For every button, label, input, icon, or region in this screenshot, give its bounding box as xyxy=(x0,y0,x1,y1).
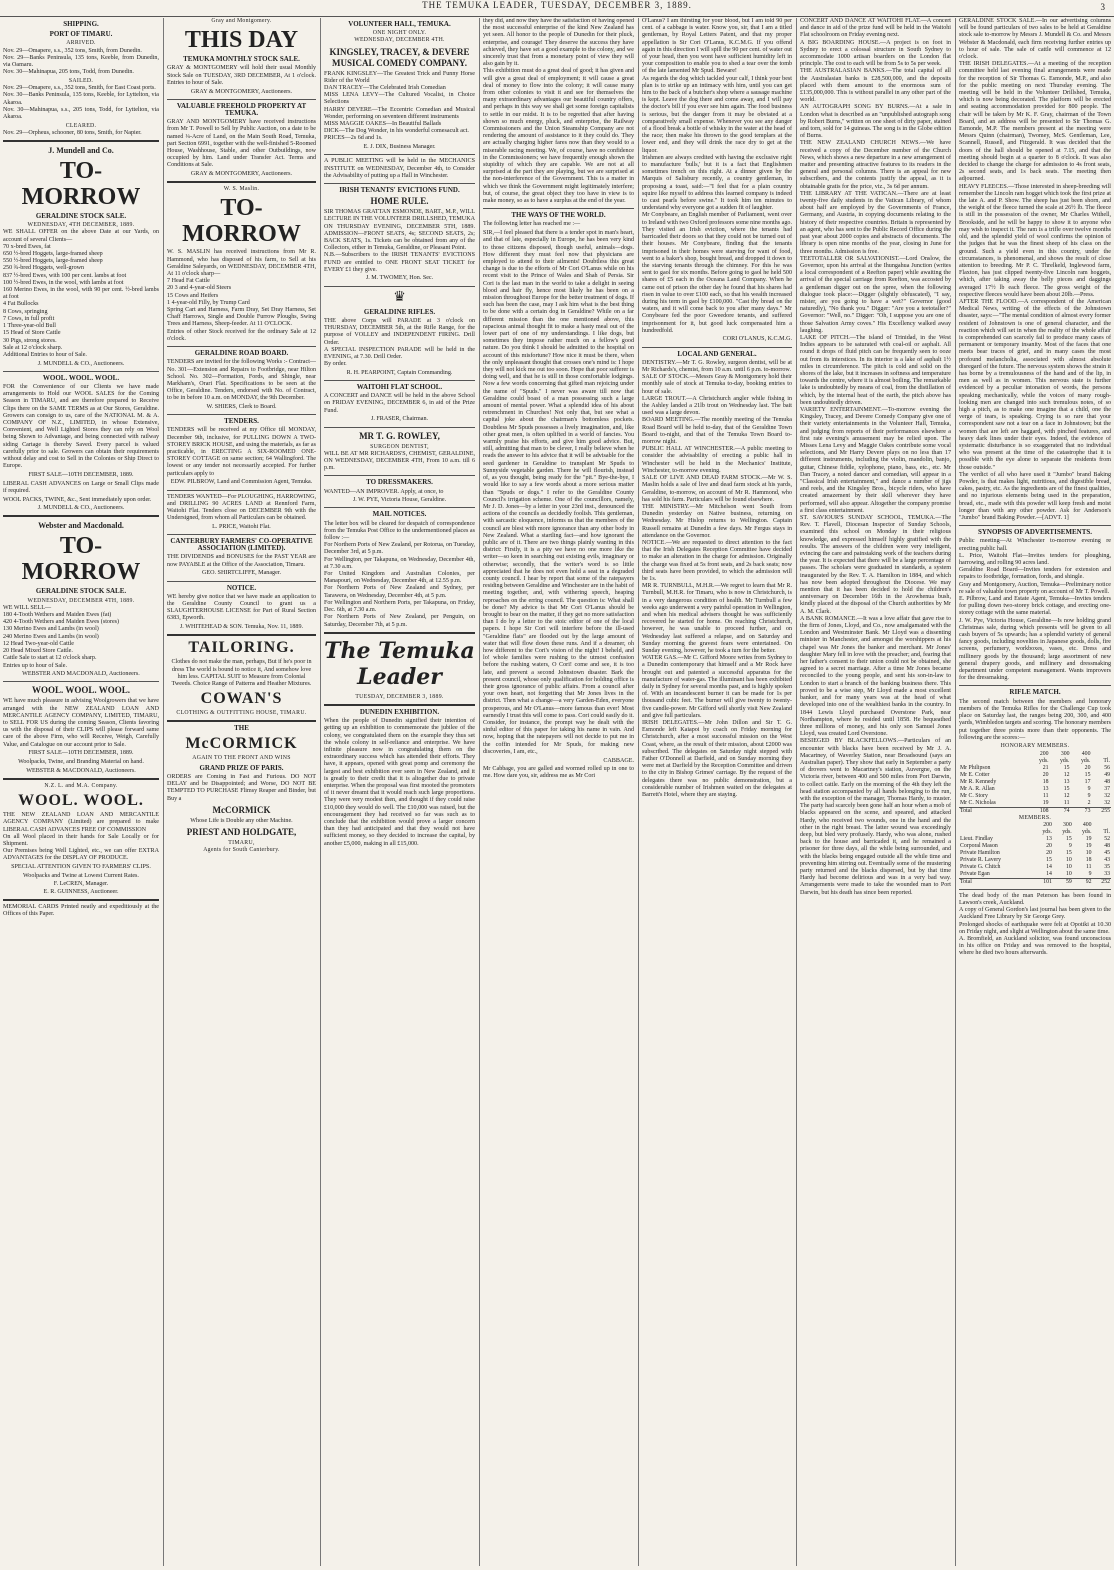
table-cell: 12 xyxy=(1063,771,1070,778)
advert-firm: Gray and Montgomery. xyxy=(211,18,272,24)
article-body: The dead body of the man Peterson has been found in Lawson's creek, Auckland. A copy of General Gordon's last journal has been given to the Auckland Free Library by Sir George Grey. Prolonged shocks of earthquake were felt at Opotiki at 10.30 on Friday night, and slight at Wellington about the same time. A. Bromfield, an Auckland solicitor, was found unconscious in his office on Friday and was removed to the hospital, where he died two hours afterwards. xyxy=(959,892,1111,957)
advert-body: GRAY AND MONTGOMERY have received instructions from Mr T. Powell to Sell by Public Auction, on a date to be named ¼-Acre of Land, on the Main South Road, Temuka, part Section 6991, together with the well-finished 5-Roomed House, Washhouse, Stable, and other Outbuildings, now occupied by him. Land under Transfer Act. Terms and Conditions at Sale. xyxy=(167,119,316,169)
table-cell: 255 xyxy=(1091,807,1111,815)
cleared-list: Nov. 29—Orpheus, schooner, 80 tons, Smith, for Napier. xyxy=(3,129,142,136)
wool-heading: WOOL. WOOL. WOOL. xyxy=(42,373,120,382)
advert-body: W. S. MASLIN has received instructions from Mr R. Hammond, who has disposed of his farm, to Sell at his Geraldine Saleyards, on WEDNESDAY, DECEMBER 4TH, At 11 o'clock sharp— 7 Head Fat Cattle 20 3 and 4-year-old Steers 15 Cows and Heifers 1 4-year-old Filly, by Trump Card Spring Cart and Harness, Farm Dray, Set Dray Harness, Set Chaff Harrows, Single and Double Furrow Ploughs, Swing Trees and Harness, Sheep-feeder. At 11 O'CLOCK. Entries of other Stock received for the ordinary Sale at 12 o'clock. xyxy=(167,249,316,342)
advert-notice: WOOL PACKS, TWINE, &c., Sent immediately upon order. xyxy=(3,496,152,503)
advert-body: WE have much pleasure in advising Woolgrowers that we have arranged with the NEW ZEALAND LOAN AND MERCANTILE AGENCY COMPANY, LIMITED, TIMARU, to SELL FOR US during the coming Season, Clients favoring us with the disposal of their CLIPS will please forward same care of the above Firm, who will Receive, Weigh, Carefully Value, and Catalogue on our account prior to Sale. xyxy=(3,698,159,748)
table-cell: 19 xyxy=(1085,842,1092,849)
table-cell: 15 xyxy=(1046,856,1052,863)
table-cell: 10 xyxy=(1085,849,1092,856)
advert-date: WEDNESDAY, DECEMBER 4TH, 1889. xyxy=(27,597,135,604)
article-body: they did, and now they have the satisfaction of having opened the most successful enterprise of the kind New Zealand has yet seen. All honor to the people of Dunedin for their pluck, enterprise, and courage! They deserve the success they have achieved, they have set a good example to the colony, and we sincerely trust that from a monetary point of view they will also gain by it. This exhibition must do a great deal of good; it has given and will give a great deal of employment; it will cause a great deal of money to flow into the colony; it will cause many from other colonies to visit it and see for themselves the many extraordinary advantages our beautiful country offers, and perhaps in this way we shall get some foreign capitalists to settle in our midst. It is to be regretted that after having shown so much energy, pluck, and enterprise, the Railway Commissioners and the Union Steamship Company are not rendering the amount of assistance to it they could do. They are actually charging higher fares now than they would to a miserable racing meeting. We, of course, have no confidence in the Commissioners; we have frequently enough shown the stupidity of which they are capable. We are not at all surprised at the part they are playing, but we are surprised at the non-interference of the Government. This is a matter in which we think the Government might legitimately interfere; but, of course, the great object they too have in view is to make money, so as to have a surplus at the end of the year. xyxy=(483,18,634,205)
advert-body: THE DIVIDENDS and BONUSES for the PAST YEAR are now PAYABLE at the Office of the Association, Timaru. xyxy=(167,554,316,568)
advert-firm: Webster and Macdonald. xyxy=(38,521,124,531)
table-cell: 10 xyxy=(1065,856,1072,863)
article-heading: DUNEDIN EXHIBITION. xyxy=(359,707,440,716)
advert-headline: TO-MORROW xyxy=(182,195,301,248)
table-cell: Private Hamilton xyxy=(960,849,1000,856)
sailed-list: Nov. 29—Omapere, s.s., 352 tons, Smith, for East Coast ports. Nov. 30—Banks Peninsula, 135 tons, Keeble, for Lyttelton, via Akaroa. Nov. 30—Mahinapua, s.s., 205 tons, Todd, for Lyttelton, via Akaroa. xyxy=(3,85,159,120)
advert-body: A PUBLIC MEETING will be held in the MECHANICS INSTITUTE on WEDNESDAY, December 4th, to Consider the Advisability of putting up a Hall in Winchester. xyxy=(324,158,475,179)
advert-heading: GERALDINE ROAD BOARD. xyxy=(194,349,289,358)
advert-heading: VOLUNTEER HALL, TEMUKA. xyxy=(348,20,451,28)
table-cell: 2 xyxy=(1087,799,1091,806)
advert-body: WE hereby give notice that we have made an application to the Geraldine County Council to grant us a SLAUGHTERHOUSE LICENSE for Part of Rural Section 6383, Epworth. xyxy=(167,593,316,622)
table-cell: 15 xyxy=(1063,785,1070,792)
table-cell: 18 xyxy=(1042,778,1049,785)
table-cell: 10 xyxy=(1065,870,1072,877)
table-row xyxy=(959,864,1111,871)
advert-body: FOR the Convenience of our Clients we have made arrangements to Hold our WOOL SALES for the Coming Season in TIMARU, and are therefore prepared to Receive Clips there on the SAME TERMS as at Our Stores, Geraldine. Growers can consign to us, care of the NATIONAL M. & A. COMPANY OF N.Z., LIMITED, in whose Extensive, Convenient, and Well Lighted Stores they can rely on Wool being Shown to Advantage, and being connected with railway siding Cartage is thereby Saved. Every parcel is valued carefully prior to sale. Growers can obtain their requirements without delay and cost to Sell in the Colonies or Ship Direct to Europe. xyxy=(3,384,159,470)
table-cell: 49 xyxy=(1104,771,1110,778)
advert-heading: GERALDINE RIFLES. xyxy=(363,307,436,316)
advert-heading: TO DRESSMAKERS. xyxy=(366,478,433,487)
advert-signature: J. W. PYE, Victoria House, Geraldine. xyxy=(352,497,447,504)
advert-signature: L. PRICE, Waitohi Flat. xyxy=(212,523,271,530)
advert-firm: PRIEST AND HOLDGATE, xyxy=(186,826,297,837)
advert-signature: R. H. PEARPOINT, Captain Commanding. xyxy=(346,369,453,376)
advert-headline: THIS DAY xyxy=(184,27,299,54)
article-heading: RIFLE MATCH. xyxy=(1009,688,1061,697)
table-row xyxy=(959,800,1111,808)
table-row xyxy=(959,850,1111,857)
table-cell: Private Egan xyxy=(960,870,990,877)
advert-signature: EDW. PILBROW, Land and Commission Agent, Temuka. xyxy=(170,479,313,486)
advert-signature: J. FRASER, Chairman. xyxy=(370,416,429,423)
advert-notice: Woolpacks and Twine at Lowest Current Rates. xyxy=(23,872,139,879)
port-heading: PORT OF TIMARU. xyxy=(49,30,113,39)
article-body: DENTISTRY.—Mr T. G. Rowley, surgeon dentist, will be at Mr Richards's, chemist, from 10 a.m. until 6 p.m. to-morrow. SALE OF STOCK.—Messrs Gray & Montgomery hold their monthly sale of stock at Temuka to-day, booking entries to hour of sale. LARGE TROUT.—A Christchurch angler while fishing in the Ashley landed a 21lb trout on Wednesday last. The bait used was a large devon. BOARD MEETING.—The monthly meeting of the Temuka Road Board will be held to-day, that of the Geraldine Town Board to-night, and that of the Temuka Town Board to-morrow night. PUBLIC HALL AT WINCHESTER.—A public meeting to consider the advisability of erecting a public hall in Winchester will be held in the Mechanics' Institute, Winchester, to-morrow evening. SALE OF LIVE AND DEAD FARM STOCK.—Mr W. S. Maslin holds a sale of live and dead farm stock at his yards, Geraldine, to-morrow, on account of Mr R. Hammond, who has sold his farm. Particulars will be found elsewhere. THE MINISTRY.—Mr Mitchelson went South from Dunedin yesterday on Native business, returning on Wednesday. Mr Hislop returns to Wellington. Captain Russell remains at Dunedin a few days. Mr Fergus stays in attendance on the Governor. NOTICE.—We are requested to direct attention to the fact that the Irish Delegates Reception Committee have decided to make an alteration in the charge for admission. Originally the charge was fixed at 5s front seats, and 2s back seats; now third seats have been provided, to which the admission will be 1s. MR R. TURNBULL, M.H.R.—We regret to learn that Mr R. Turnbull, M.H.R. for Timaru, who is now in Christchurch, is in a very dangerous condition of health. Mr Turnbull a few weeks ago underwent a very painful operation in Wellington, and when his medical advisers thought he was sufficiently recovered he started for home. On reaching Christchurch, however, he was unable to proceed further, and on Wednesday last suffered a relapse, and on Saturday and Sunday morning the gravest fears were entertained. On Sunday evening, however, he took a turn for the better. WATER GAS.—Mr C. Gifford Moore writes from Sydney to a Dunedin contemporary that himself and a Mr Rock have brought out and patented a successful apparatus for the manufacture of water-gas. The illuminant has been exhibited daily in Sydney for several months past, and is highly spoken of. With an incandescent burner it can be made for 1s per thousand cubic feet. The burner will give twenty to twenty-five candle-power. Mr Gifford will shortly visit New Zealand and give full particulars. IRISH DELEGATES.—Mr John Dillon and Sir T. G. Esmonde left Kaiapoi by coach on Friday morning for Christchurch, after a most successful mission on the West Coast, where, as the result of their mission, about £2000 was subscribed. The delegates on Saturday night stepped with Father O'Donnell at Darfield, and on Sunday morning they were met at Darfield by the Reception Committee and driven to the city in Bishop Grimes' carriage. By the request of the delegates there was no public demonstration, but a considerable number of Irishmen waited on the delegates at Barrett's Hotel, where they are staying. xyxy=(642,359,792,799)
advert-body: TENDERS are invited for the following Works :- Contract— No. 301—Extension and Repairs to Footbridge, near Hilton School. No. 302—Formation, Fords, and Shingle, near Markham's, Orari Flat. Specifications to be seen at the Office, Geraldine. Tenders, endorsed with No. of Contract, to be in before 10 a.m. on MONDAY, the 9th December. xyxy=(167,359,316,402)
advert-body: SIR THOMAS GRATTAN ESMONDE, BART., M.P., WILL LECTURE IN THE VOLUNTEER DRILLSHED, TEMUKA ON THURSDAY EVENING, DECEMBER 5TH, 1889. ADMISSION—FRONT SEATS, 4s; SECOND SEATS, 2s; BACK SEATS, 1s. Tickets can be obtained from any of the Collectors, either in Temuka, Geraldine, or Pleasant Point. N.B.—Subscribers to the IRISH TENANTS' EVICTIONS FUND are entitled to ONE FRONT SEAT TICKET for EVERY £1 they give. xyxy=(324,209,475,273)
advert-subheading: TEMUKA MONTHLY STOCK SALE. xyxy=(183,55,300,64)
advert-signature: GRAY & MONTGOMERY, Auctioneers. xyxy=(190,171,293,178)
rifle-scores-table xyxy=(959,751,1111,815)
advert-subheading: GERALDINE STOCK SALE. xyxy=(35,587,127,596)
table-cell: 15 xyxy=(1063,764,1070,771)
article-body: CONCERT AND DANCE AT WAITOHI FLAT.—A concert and dance in aid of the prize fund will be held in the Waitohi Flat schoolroom on Friday evening next. A BIG BOARDING HOUSE.—A project is on foot in Sydney to erect a colossal structure in South Sydney to accommodate 1000 artisan boarders on the London flat principle. The cost to each will be from 5s to 5s per week. THE AUSTRALASIAN BANKS.—The total capital of all the Australasian banks is £28,500,000, and the deposits placed with them amount to the enormous sum of £135,000,000. This is without parallel in any other part of the world. AN AUTOGRAPH SONG BY BURNS.—At a sale in London what is described as an "unpublished autograph song by Robert Burns," written on one sheet of dirty paper, stained and torn, sold for 14 guineas. The song is in the Globe edition of Burns. THE NEW ZEALAND CHURCH NEWS.—We have received a copy of the December number of the Church News, which shows a new departure in a new arrangement of matter and presenting attractive features to its readers in the general and personal columns. There is an appeal for new subscribers, and the contents justify the appeal, as it is obtainable gratis for the price, viz., 3s 6d per annum. THE LIBRARY AT THE VATICAN.—There are at least twenty-five daily students in the Vatican Library, of whom about half are employed by the Governments of France, Germany, and Austria, in copying documents relating to the history of their respective countries. Britain is represented by an agent, who has sent to the Public Record Office during the past year about 2000 copies and abstracts of documents. The library is open nine months of the year, closing in June for three months. Admission is free. TEETOTALLER OR SALVATIONIST.—Lord Onslow, the Governor, upon his arrival at the Ihungahua Junction (writes a local correspondent of a Reefton paper) while awaiting the arrival of the special carriage from Reefton, was accosted by a gentleman digger out on the spree, when the following dialogue took place:—Digger (slightly obfuscated), "I say, mister, are you going to have a wet?" Governor (good naturedly), "No thank you." Digger: "Are you a teetotaller?" Governor: "Well, no." Digger: "Oh, I suppose you are one of those Salvation Army coves." His Excellency walked away laughing. LAKE OF PITCH.—The island of Trinidad, in the West Indies appears to be saturated with coal-oil or asphalt. All round it drops of fluid pitch can be frequently seen to ooze out from its interstices. In its interior is a lake of asphalt 1½ miles in circumference. The pitch is cold and solid on the shores of the lake, but it increases in softness and temperature towards the centre, where it is almost boiling. The remarkable lake is undoubtedly by means of coal, from the distillation of which, by the internal heat of the earth, the pitch above has been undoubtedly driven. VARIETY ENTERTAINMENT.—To-morrow evening the Kingsley, Tracey, and Devere Comedy Company give one of their variety entertainments in the Volunteer Hall, Temuka, and judging from reports of their performances elsewhere a first rate evening's amusement may be relied upon. The Misses Lena Levy and Maggie Oakes contribute some vocal selections, and Mr Harry Devere plays on no less than 17 different instruments, including the violin, mandolin, banjo, guitar, Chinese fiddle, xylophone, piano, bass, etc., etc. Mr Dan Tracey, a noted dancer and comedian, will appear in a "Classical Irish entertainment," and dance a number of jigs and reels, and the Kingsley Bros., bicycle riders, who have created amazement by their skill wherever they have performed, will also appear. Altogether the company promise a first class entertainment. ST. SAVIOUR'S SUNDAY SCHOOL, TEMUKA.—The Rev. T. Flavell, Diocesan Inspector of Sunday Schools, examined this school on Monday in their religious knowledge, and expressed himself highly gratified with the results. The answers of the children were very intelligent, evincing the care and painstaking work of the teachers during the year. It is expected that there will be a large percentage of passes. The scholars were graduated in standards, a system inaugurated by the Rev. T. A. Hamilton in 1884, and which has now been adopted throughout the Diocese. We may mention that it has been decided to hold the children's anniversary on December 16th in the Arowhenua bush, kindly placed at the disposal of the Church authorities by Mr A. M. Clark. A BANK ROMANCE.—It was a love affair that gave rise to the firm of Jones, Lloyd, and Co., now amalgamated with the London and Westminster Bank. Mr Lloyd was a dissenting minister in Manchester, and amongst the worshippers at his chapel was Mr Jones the banker and merchant. Mr Jones' daughter Mary fell in love with the preacher; and, fearing that her father's consent to their union could not be obtained, she agreed to a secret marriage. After a time Mr Jones became reconciled to the young people, and sent his son-in-law to London to start a branch of the banking business there. This proved to be a wise step, Mr Lloyd made a most excellent banker, and for many years was at the head of what developed into one of the wealthiest banks in the country. In 1844 Lewis Lloyd purchased Overstone Park, near Northampton, where he resided until 1858. He bequeathed three millions of money, and his only son Samuel Jones Lloyd, was created Lord Overstone. BESIEGED BY BLACKFELLOWS.—Particulars of an encounter with blacks have been received by Mr J. A. Macartney, of Waverley Station, near Broadsound (says an Australian paper). They show that early in September a party of drovers went to Macartney's station, Auvergne, on the Victoria river, between 400 and 500 miles from Port Darwin, to collect cattle. Early on the morning of the 4th they left the head station accompanied by all hands belonging to the run, with the exception of the manager, Thomas Hardy, to muster. The party had scarcely been gone half an hour when a mob of blacks appeared on the scene, and speared, and attacked Hardy, who received two wounds, one in the hand and the other in the right breast. The latter wound was exceedingly deep, but bled very profusely. Hardy, who was alone, rushed back to the house and barricaded it, and he remained a prisoner for three days, all the while being surrounded, and with the blacks being engaged outside all the while time and preventing him stirring out. Eventually some of the mustering party returned and the blacks dispersed, but by that time Hardy had become delirious and was in a very bad way. Arrangements were made to take the wounded man to Port Darwin, but his death has since been reported. xyxy=(800,18,951,896)
column-header: 300 xyxy=(1060,750,1070,757)
table-cell: 17 xyxy=(1084,778,1091,785)
column-unit: Tl. xyxy=(1103,828,1110,835)
table-cell: 43 xyxy=(1104,856,1110,863)
table-cell: 15 xyxy=(1065,835,1072,842)
column-unit: yds. xyxy=(1080,757,1091,764)
table-cell: 33 xyxy=(1104,870,1110,877)
table-cell: 9 xyxy=(1088,870,1092,877)
article-body: When the people of Dunedin signified their intention of getting up an exhibition to commemorate the jubilee of the colony, we congratulated them on the example they thus set the whole colony in self-reliance and enterprise. We have infinite pleasure now in congratulating them on the extraordinary success which has attended their efforts. They have, it appears, opened with great pomp and ceremony the largest and best exhibition ever seen in New Zealand, and it is greatly to their credit that it is altogether due to private enterprise. When the proposal was first mooted the promoters of it never dreamt that it would reach such large proportions. They were very modest then, and thought if they could raise £10,000 they would do well. The £10,000 was raised, but the encouragement they had received so far was such as to conclude that the exhibition would prove a larger concern than they had anticipated and that they would not have sufficient money, so they decided to increase the capital, by another £5,000, making in all £15,000. xyxy=(324,718,475,847)
advert-headline: McCORMICK xyxy=(212,804,271,815)
table-cell: Lieut. Findlay xyxy=(960,835,993,842)
advert-date: WEDNESDAY, DECEMBER 4TH. xyxy=(354,37,445,44)
advert-body: FRANK KINGSLEY—The Greatest Trick and Funny Horse Rider of the World DAN TRACEY—The Celebrated Irish Comedian MISS LENA LEVY—The Cultured Vocalist, in Choice Selections HARRY DEVERE—The Eccentric Comedian and Musical Wonder, performing on seventeen different instruments MISS MAGGIE OAKES—In Beautiful Ballads DICK—The Dog Wonder, in his wonderful comesacult act. PRICES—2s 6d and 1s. xyxy=(324,70,475,142)
advert-signature: GRAY & MONTGOMERY, Auctioneers. xyxy=(190,88,293,95)
advert-notice: FIRST SALE—10TH DECEMBER, 1889. xyxy=(28,750,134,757)
advert-heading: CANTERBURY FARMERS' CO-OPERATIVE ASSOCIATION (LIMITED). xyxy=(170,537,313,553)
table-cell: 101 xyxy=(1033,878,1053,886)
sailed-heading: SAILED. xyxy=(68,77,94,84)
table-section-heading: MEMBERS. xyxy=(1018,814,1052,821)
column-1 xyxy=(3,18,159,1566)
cleared-heading: CLEARED. xyxy=(65,122,97,129)
advert-body: WE WILL SELL— 180 4-Tooth Wethers and Maiden Ewes (fat) 420 4-Tooth Wethers and Maiden Ewes (stores) 130 Merino Ewes and Lambs (in wool) 240 Merino Ewes and Lambs (in wool) 12 Head Two-year-old Cattle 20 Head Mixed Store Cattle. Cattle Sale to start at 12 o'clock sharp. Entries up to hour of Sale. xyxy=(3,604,120,669)
table-cell: 37 xyxy=(1104,785,1110,792)
advert-kicker: THE xyxy=(234,724,249,733)
column-header xyxy=(1091,751,1111,758)
advert-notice: FIRST SALE—10TH DECEMBER, 1889. xyxy=(28,471,134,478)
advert-signature: E. J. DIX, Business Manager. xyxy=(363,144,436,151)
table-cell: 18 xyxy=(1085,856,1092,863)
table-cell: Private R. Lavery xyxy=(960,856,1002,863)
advert-heading: TENDERS. xyxy=(224,417,259,426)
table-cell: 73 xyxy=(1071,807,1092,815)
advert-firm: COWAN'S xyxy=(200,690,283,708)
advert-signature: WEBSTER AND MACDONALD, Auctioneers. xyxy=(22,671,140,678)
advert-firm: N.Z. L. and M.A. Company. xyxy=(44,782,118,789)
advert-firm: W. S. Maslin. xyxy=(223,186,260,193)
table-cell: 59 xyxy=(1053,878,1073,886)
article-body: Public meeting—At Winchester to-morrow evening re erecting public hall. L. Price, Waitohi Flat—Invites tenders for ploughing, harrowing, and rolling 90 acres land. Geraldine Road Board—Invites tenders for extension and repairs to footbridge, formation, fords, and shingle. Gray and Montgomery, Auction, Temuka—Preliminary notice re sale of valuable town property on account of Mr T. Powell. E. Pilbrow, Land and Estate Agent, Temuka—Invites tenders for pulling down two-storey brick cottage, and erecting one-storey cottage with the same material. J. W. Pye, Victoria House, Geraldine—Is now holding grand Christmas sale, during which presents will be given to all cash buyers of 5s upwards; has a splendid variety of general fancy goods, including novelties in Japanese goods, dolls, fire screens, perfumery, workboxes, vases, etc. Dress and millinery goods by the thousand; large assortment of new general drapery goods, and millinery and dressmaking department under competent management. Wants improvers for the dressmaking. xyxy=(959,538,1111,682)
column-header: 300 xyxy=(1063,821,1072,828)
advert-headline: WOOL. WOOL. xyxy=(18,792,144,810)
advert-subheading: GERALDINE STOCK SALE. xyxy=(35,212,127,221)
column-rule xyxy=(479,18,480,1566)
column-5 xyxy=(642,18,792,1566)
table-cell: 20 xyxy=(1084,764,1091,771)
article-body: SIR,—I feel pleased that there is a tender spot in man's heart, and that of late, especially in Europe, he has been very kind to those citizens disposed, though useful, animals—dogs. How different they must feel now that physicians are employed to attend to their ailments! Doubtless this great change is due to the efforts of Mr Cori O'Lanus while on his recent visit to the Prince of Wales and Shah of Persia. Sir Cori is the last man in the world to take a delight in seeing blood and hair fly, hence most likely he has been on a mission throughout Europe for the better treatment of dogs. If such has been the case, may I ask him what is the best thing to be done with a certain dog in Geraldine? While on a far different mission than the one mentioned above, this rapacious animal thought fit to make a hasty meal out of the lower part of one of my understandings. I like dogs, but sometimes they impose rather much on a fellow's good nature. Do you think I should be admitted to the hospital on account of this misfortune? How nice it must be there, when the only unpleasant thought that crosses one's mind is: I hope they will not kick me out too soon. Hope that poor sufferer is doing well, and that he is still in those comfortable lodgings. Now a few words concerning that gifted man rejoicing under the name of "Spuds." I never was aware till now that Geraldine could boast of a man possessing such a large amount of mental power. What a splendid idea of his about retrenchment in Churches! Not only that, but see what a capital joke about the chairman's bottomless pockets. Doubtless Mr Spuds possesses a lively imagination, and, like other great men, is often uplifted in a world of fancies. You warmly praise his efforts, and give him good advice. But, still, admitting that man to be clever, I really believe when he reads the answer to his advice that it will be advisable for the seed gardener in Geraldine to transplant Mr Spuds to Sunnyside vegetable garden. There he will flourish, instead of, as you thought, being ready for the "pit." Bye-the-bye, I would like to say a few words about a more serious matter than "Spuds or dogs." I refer to the Geraldine County Council's irrigation scheme. One of the councillors, namely, Mr J. D. Jones—by a letter in your 23rd inst., denounced the actions of the councils as decidedly foolish. This gentleman, with sarcastic eloquence, informs us that the members of the council are blest with more ignorance than any other body in New Zealand. What a startling fact—and how ignorant the public are of it. There are two things plainly wanting in this district: Firstly, it is a pity we have no one more like the writer—so keen in searching out existing evils, imaginary or otherwise; secondly, that the writer's word is so little appreciated that he does not even hold a seat in a degraded county council. I hear by report that some of the ratepayers residing between Geraldine and Winchester are in the habit of meeting together, and, with withering speech, heaping reproaches on the erring council. The question is: What shall be done? My advice is that Mr Cori O'Lanus should be brought to bear on the matter, if they get no more satisfaction than I do by a letter to the stoic editor of one of the local papers. I hope Sir Cori will interfere before the ill-used "Geraldine flats" are flooded out by the large amount of water that will flow down these runs. And if a dreamer, oh how different to the Cori's vision of the night! I beheld, and lo! whole families were rushing to the utmost confusion before the rushing waters, O Cori! come and see, it is too late, and prevent a second Johnstown disaster. Bark the present council, whose only qualification for holding office is their gross ignorance of public affairs. From a council after your own heart, not forgetting that Mr Jones lives in the district. Then what a change—a very Garden-Eden, everyone prosperous, and Mr O'Lanus—more famous than ever! Most earnestly I trust this will come to pass. Cori could easily do it. Consider, for instance, the prompt way he dealt with the sinful editor of this paper for taking his name in vain. And now, hoping that the ratepayers will not decide to put me in the coffin intended for Mr Spuds, for making new discoveries, I am, etc., xyxy=(483,230,634,755)
arrived-list: Nov. 29—Omapere, s.s., 352 tons, Smith, from Dunedin. Nov. 29—Banks Peninsula, 135 tons, Keeble, from Dunedin, via Oamaru. Nov. 30—Mahinapua, 205 tons, Todd, from Dunedin. xyxy=(3,47,159,76)
column-3 xyxy=(324,18,475,1566)
advert-heading: IRISH TENANTS' EVICTIONS FUND. xyxy=(339,185,460,194)
table-cell: 19 xyxy=(1085,835,1092,842)
advert-signature: F. LeCREN, Manager. E. R. GUINNESS, Auctioneer. xyxy=(43,881,119,895)
table-cell: Mr A. R. Allan xyxy=(960,785,995,792)
table-cell: 15 xyxy=(1065,849,1072,856)
rifle-scores-table xyxy=(959,822,1111,886)
advert-subheading: CLOTHING & OUTFITTING HOUSE, TIMARU. xyxy=(176,710,307,717)
column-unit: yds. xyxy=(1062,828,1072,835)
advert-signature: J. MUNDELL & CO., Auctioneers. xyxy=(37,505,125,512)
table-row xyxy=(959,772,1111,779)
masthead-title: THE TEMUKA LEADER, TUESDAY, DECEMBER 3, 1889. xyxy=(422,0,692,10)
article-body: The second match between the members and honorary members of the Temuka Rifles for the Challenge Cup took place on Saturday last, the ranges being 200, 300, and 400 yards, Wimbledon targets and scoring. The honorary members put together three points more than their opponents. The following are the scores:— xyxy=(959,698,1111,741)
advert-notice: Whose Life is Double any other Machine. xyxy=(190,817,293,824)
column-rule xyxy=(163,18,164,1566)
table-cell: Mr R. Kennedy xyxy=(960,778,997,785)
advert-body: GRAY & MONTGOMERY will hold their usual Monthly Stock Sale on TUESDAY, 3RD DECEMBER, At 1 o'clock. Entries to hour of Sale. xyxy=(167,65,316,86)
table-row xyxy=(959,871,1111,879)
table-cell: 9 xyxy=(1087,792,1091,799)
table-cell: 14 xyxy=(1046,863,1052,870)
advert-subheading: ONE NIGHT ONLY. xyxy=(372,30,427,37)
advert-body: WILL BE AT MR RICHARDS'S, CHEMIST, GERALDINE, ON WEDNESDAY, DECEMBER 4TH, From 10 a.m. till 6 p.m. xyxy=(324,450,475,472)
table-cell: Mr Philipson xyxy=(960,764,991,771)
table-cell: 20 xyxy=(1046,849,1052,856)
advert-subheading: AGAIN TO THE FRONT AND WINS xyxy=(192,754,291,761)
table-section-heading: HONORARY MEMBERS. xyxy=(1000,743,1070,750)
table-row xyxy=(959,857,1111,864)
table-cell: Total xyxy=(959,807,1029,815)
article-body: O'Lanus? I am thirsting for your blood, but I am told 90 per cent. of a cabbage is water. Know you, sir, that I am a titled gentleman, by Royal Letters Patent, and that my proper appellation is Sir Cori O'Lanus, K.C.M.G. If you offend again in this direction I will spill the 90 per cent. of water out of your head, then you wont have sufficient humidity left in your composition to enable you to shed a tear over the tomb of the late lamented Mr Spud. Beware! As regards the dog which tackled your calf, I think your best plan is to strike up an intimacy with him, until you can get him to the back of a butcher's shop where a sausage machine is kept. Leave the dog there and come away, and I will pay the doctor's bill if you ever see him again. The food business is serious, but the danger from it may be obviated at a comparatively small expense. Whenever you see any danger of a flood break a bottle of whisky in the water at the head of the race; then make his thrown to the good templars at the lower end, and they will drink the race dry to get at the liquor. Irishmen are always credited with having the exclusive right to manufacture 'bulls,' but it is a fact that Englishmen sometimes trench on this right. At a dinner given by the Marquis of Salisbury recently, a country gentleman, in proposing a toast, said:—"I feel that for a plain country squire like myself to address this learned company is indeed to cast pearls before swine." It took him ten minutes to understand why everyone got a sudden fit of laughter. Mr Conybeare, an English member of Parliament, went over to Ireland with two Oxford professors some nine months ago. They visited an Irish eviction, where the tenants had barricaded their doors so that they could not be turned out of their houses. Mr Conybeare, finding that the tenants imprisoned in their homes were starving for want of food, went to a baker's shop, bought bread, and dropped it down to the starving tenants through the chimney. For this he was sent to gaol for six months. Before going to gaol he held 500 shares of £5 each in the Oceana Land Company. When he came out of prison the other day he found that his shares had risen in value to over £100 each, so that his wealth increased during his term in gaol by £100,000. "Cast thy bread on the waters, and it will come back to you after many days." Mr Conybeare fed the poor Gweedore tenants, and suffered imprisonment for it, but good luck compensated him a hundredfold. xyxy=(642,18,792,334)
advert-town: TIMARU, xyxy=(228,839,255,846)
column-unit: yds. xyxy=(1082,828,1092,835)
advert-firm: J. Mundell and Co. xyxy=(48,146,114,156)
advert-body: MEMORIAL CARDS Printed neatly and expeditiously at the Offices of this Paper. xyxy=(3,903,159,918)
table-cell: 32 xyxy=(1104,799,1110,806)
article-intro: The following letter has reached me :— xyxy=(483,221,581,228)
masthead xyxy=(0,0,1114,17)
advert-date: WEDNESDAY, 4TH DECEMBER, 1889. xyxy=(27,222,135,229)
table-cell: 13 xyxy=(1046,835,1052,842)
advert-body: TENDERS will be received at my Office till MONDAY, December 9th, inclusive, for PULLING DOWN A TWO-STOREY BRICK HOUSE, and using the materials, as far as practicable, in ERECTING A SIX-ROOMED ONE-STOREY COTTAGE on same section; 64 Wallingford. The lowest or any tender not necessarily accepted. For further particulars apply to xyxy=(167,427,316,477)
mail-heading: MAIL NOTICES. xyxy=(372,510,427,519)
table-cell: 10 xyxy=(1065,863,1072,870)
column-header: 200 xyxy=(1043,821,1052,828)
advert-headline: KINGSLEY, TRACEY, & DEVERE MUSICAL COMEDY COMPANY. xyxy=(329,46,470,68)
table-cell: Total xyxy=(959,878,1033,886)
table-cell: 11 xyxy=(1085,863,1092,870)
advert-body: ORDERS are Coming in Fast and Furious. DO NOT DELAY and be Disappointed; and Worse, DO NOT BE TEMPTED TO PURCHASE Flimsy Reaper and Binder, but Buy a xyxy=(167,773,316,802)
paper-date: TUESDAY, DECEMBER 3, 1889. xyxy=(355,693,444,700)
page-number: 3 xyxy=(1100,2,1106,12)
paper-title: The Temuka Leader xyxy=(324,637,475,690)
column-rule xyxy=(796,18,797,1566)
table-row xyxy=(959,836,1111,843)
advert-body: A CONCERT and DANCE will be held in the above School on FRIDAY EVENING, DECEMBER 6, in aid of the Prize Fund. xyxy=(324,393,475,414)
column-header: 200 xyxy=(1039,750,1049,757)
table-cell: 13 xyxy=(1063,778,1070,785)
advert-headline: TO-MORROW xyxy=(21,533,141,586)
advert-headline: TO-MORROW xyxy=(21,158,141,211)
advert-headline: TAILORING. xyxy=(188,639,295,657)
advert-signature: J. WHITEHEAD & SON. Temuka, Nov. 11, 1889. xyxy=(179,624,304,631)
table-cell: 19 xyxy=(1042,799,1049,806)
arrived-heading: ARRIVED. xyxy=(66,40,96,47)
table-cell: 108 xyxy=(1029,807,1050,815)
article-signature: CABBAGE. xyxy=(603,757,634,764)
advert-notice: LIBERAL CASH ADVANCES on Large or Small Clips made if required. xyxy=(3,480,159,494)
table-cell: 9 xyxy=(1068,842,1072,849)
table-cell: 9 xyxy=(1087,785,1091,792)
column-header: 400 xyxy=(1081,750,1091,757)
crown-emblem-icon: ♛ xyxy=(393,289,406,305)
table-cell: 252 xyxy=(1093,878,1111,886)
advert-signature: WEBSTER & MACDONALD, Auctioneers. xyxy=(26,767,136,774)
table-header-row xyxy=(959,829,1111,836)
table-cell: Mr C. Nicholas xyxy=(960,799,996,806)
column-unit: yds. xyxy=(1042,828,1052,835)
column-unit: yds. xyxy=(1039,757,1049,764)
advert-headline: HOME RULE. xyxy=(370,196,429,207)
table-cell: 35 xyxy=(1104,863,1110,870)
table-cell: 13 xyxy=(1042,785,1049,792)
table-cell: 21 xyxy=(1042,764,1049,771)
table-cell: 11 xyxy=(1063,799,1070,806)
table-row xyxy=(959,786,1111,793)
table-cell: 45 xyxy=(1104,849,1110,856)
advert-signature: J. M. TWOMEY, Hon. Sec. xyxy=(365,275,434,282)
article-body: GERALDINE STOCK SALE.—In our advertising columns will be found particulars of two sales to be held at Geraldine stock sale to-morrow by Messrs J. Mundell & Co. and Messrs Webster & Macdonald, each firm receiving further entries up to hour of sale. The sale of cattle will commence at 12 o'clock. THE IRISH DELEGATES.—At a meeting of the reception committee held last evening final arrangements were made for the reception of Sir Thomas G. Esmonde, M.P., and also for the public meeting on next Thursday evening. The meeting will be held in the Volunteer Drillshed, Temuka, which is now being decorated. The platform will be erected and seating accommodation provided for 800 people. The chair will be taken by Mr K. F. Gray, chairman of the Town Board, and an address will be presented to Sir Thomas G. Esmonde, M.P. The members present at the meeting were Messrs Quinn (chairman), Twomey, McS. Gentleman, Lee, Scannell, Russell, and Fitzgerald. It was decided that the doors of the hall should be opened at 7.15, and that the meeting should begin at a quarter to 8 o'clock. It was also decided to change the charge for admission to 4s front seats, 2s second seats, and 1s back seats. The meeting then adjourned. HEAVY FLEECES.—Those interested in sheep-breeding will remember the Lincoln ram hogget which took the first prize at the late A. and P. Show. The sheep has just been shorn, and the weight of the fleece turned the scale at 26½ lb. The fleece is still in the possession of the owner, Mr Charles Withell, Brookside, and he will be happy to show it to anyone who may wish to inspect it. The ram is a trifle over twelve months old, and the splendid yield of wool confirms the opinion of the judges that he was the finest sheep of his class on the ground. Such a yield even in this country, under the circumstances, is phenomenal, and shows the result of close attention to breeding. Mr P. C. Threlkeld, Inglewood farm, Flaxton, has just clipped twenty-five Lincoln ram hoggets, which, after taking away the belly pieces and daggings averaged 17½ lb each fleece. The gross weight of the respective fleeces would have been about 20lb.—Press. AFTER THE FLOOD.—A correspondent of the American Medical News, writing of the effects of the Johnstown disaster, says:—"The mental condition of almost every former resident of Johnstown is one of general character, and the reaction which will set in when the reality of the whole affair is comprehended can scarcely fail to produce many cases of permanent or temporary insanity. Most of the faces that one meets bear traces of grief, and in many cases the most profound melancholia, associated with almost absolute disregard of the future. The nervous system shows the strain it has borne by a tremulousness of the hand and of the lip, in men as well as in women. This nervous state is further evidenced by a peculiar intonation of words, the persons speaking mechanically, while the voices of many rough-looking men are changed into such tremulous notes, of so high a pitch, as to make one imagine that a child, one the verge of tears, is speaking. Crying is so rare that your correspondent saw not a tear on a face in Johnstown; but the women that are left are haggard, with pinched features, and heavy dark lines under their eyes. Indeed, the evidence of systematic disturbance is so exaggerated that no individual who was present at the time of the catastrophe that it is possible with the eye alone to separate the residents from those outside." The verdict of all who have used it "Jumbo" brand Baking Powder, is that makes light, nutritious, and digestible bread, cakes, pastry, etc. As the ingredients are of the finest qualities, and no injurious elements being used in the preparation, bread, etc., made with this powder will keep fresh and moist longer than with any other powder. Ask for Anderson's "Jumbo" brand Baking Powder.—[ADVT. 1] xyxy=(959,18,1111,522)
table-cell: 52 xyxy=(1104,835,1110,842)
table-header-row xyxy=(959,758,1111,765)
column-header: 400 xyxy=(1082,821,1092,828)
table-cell: Mr C. Story xyxy=(960,792,988,799)
advert-signature: GEO. SHIRTCLIFFE, Manager. xyxy=(201,570,282,577)
table-cell: 20 xyxy=(1042,771,1049,778)
advert-heading: WAITOHI FLAT SCHOOL. xyxy=(356,383,443,392)
column-unit: yds. xyxy=(1060,757,1070,764)
advert-notice: Woolpacks, Twine, and Branding Material on hand. xyxy=(18,759,144,766)
table-cell: 20 xyxy=(1046,842,1052,849)
column-rule xyxy=(320,18,321,1566)
mail-notices: The letter box will be cleared for despatch of correspondence from the Temuka Post Office to the undermentioned places as follow :— For Northern Ports of New Zealand, per Rotorua, on Tuesday, December 3rd, at 5 p.m. For Wellington, per Takapuna, on Wednesday, December 4th, at 7.30 a.m. For United Kingdom and Australian Colonies, per Manapouri, on Wednesday, December 4th, at 12.55 p.m. For Northern Ports of New Zealand and Sydney, per Tarawera, on Wednesday, December 4th, at 5 p.m. For Wellington and Northern Ports, per Takapuna, on Friday, Dec. 6th, at 7.30 a.m. For Northern Ports of New Zealand, per Penguin, on Saturday, December 7th, at 5 p.m. xyxy=(324,520,475,628)
advert-subheading: SURGEON DENTIST, xyxy=(370,443,429,450)
advert-body: WE SHALL OFFER on the above Date at our Yards, on account of several Clients— 70 x-bred Ewes, fat 650 ½-bred Hoggets, large-framed sheep 550 ½-bred Hoggets, large-framed sheep 250 ¾-bred Hoggets, well-grown 837 ½-bred Ewes, with 100 per cent. lambs at foot 100 ½-bred Ewes, in the wool, with lambs at foot 160 Merino Ewes, in the wool, with 90 per cent. ½-bred lambs at foot 4 Fat Bullocks 8 Cows, springing 7 Cows, in full profit 1 Three-year-old Bull 15 Head of Store Cattle 30 Pigs, strong stores. Sale at 12 o'clock sharp. Additional Entries to hour of Sale. xyxy=(3,229,159,358)
table-cell: 12 xyxy=(1063,792,1070,799)
table-header-row xyxy=(959,822,1111,829)
advert-body: THE above Corps will PARADE at 3 o'clock on THURSDAY, DECEMBER 5th, at the Rifle Range, for the purpose of VOLLEY and INDEPENDENT FIRING. Drill Order. A SPECIAL INSPECTION PARADE will be held in the EVENING, at 7.30. Drill Order. By order. xyxy=(324,317,475,368)
table-row xyxy=(959,843,1111,850)
advert-headline: McCORMICK xyxy=(185,734,298,752)
table-row xyxy=(959,765,1111,772)
article-heading: THE WAYS OF THE WORLD. xyxy=(511,211,606,220)
table-cell: 48 xyxy=(1104,778,1110,785)
advert-signature: J. MUNDELL & CO., Auctioneers. xyxy=(37,360,125,367)
shipping-heading: SHIPPING. xyxy=(63,20,99,28)
article-signature: CORI O'LANUS, K.C.M.G. xyxy=(722,336,792,343)
table-cell: 56 xyxy=(1104,764,1110,771)
table-cell: 74 xyxy=(1050,807,1071,815)
column-unit: Tl. xyxy=(1103,757,1110,764)
table-total-row xyxy=(959,807,1111,815)
column-header xyxy=(1093,822,1111,829)
column-rule xyxy=(955,18,956,1566)
table-cell: 15 xyxy=(1084,771,1091,778)
advert-heading: VALUABLE FREEHOLD PROPERTY AT TEMUKA. xyxy=(176,101,307,117)
advert-signature: W. SHIERS, Clerk to Board. xyxy=(206,404,277,411)
column-6 xyxy=(800,18,951,1566)
advert-heading: MR T. G. ROWLEY, xyxy=(359,430,440,441)
column-rule xyxy=(638,18,639,1566)
article-heading: LOCAL AND GENERAL. xyxy=(677,349,757,358)
table-header-row xyxy=(959,751,1111,758)
table-row xyxy=(959,779,1111,786)
column-2 xyxy=(167,18,316,1566)
advert-body: WANTED—AN IMPROVER. Apply, at once, to xyxy=(324,488,444,495)
table-cell: 92 xyxy=(1073,878,1093,886)
column-7 xyxy=(959,18,1111,1566)
table-total-row xyxy=(959,878,1111,886)
column-4 xyxy=(483,18,634,1566)
table-cell: 32 xyxy=(1104,792,1110,799)
advert-subheading: GRAND PRIZE OF PARIS. xyxy=(199,763,284,772)
advert-agent: Agents for South Canterbury. xyxy=(203,847,280,854)
advert-heading: NOTICE. xyxy=(226,583,257,592)
wool-heading: WOOL. WOOL. WOOL. xyxy=(32,685,130,696)
table-cell: 14 xyxy=(1046,870,1052,877)
table-cell: 11 xyxy=(1042,792,1049,799)
table-cell: Private G. Chitch xyxy=(960,863,1001,870)
article-heading: SYNOPSIS OF ADVERTISEMENTS. xyxy=(977,528,1093,537)
advert-notice: SPECIAL ATTENTION GIVEN TO FARMERS' CLIPS. xyxy=(11,864,151,871)
advert-body: THE NEW ZEALAND LOAN AND MERCANTILE AGENCY COMPANY (Limited) are prepared to make LIBERAL CASH ADVANCES FREE OF COMMISSION On all Wool placed in their hands for Sale Locally or for Shipment. Our Premises being Well Lighted, etc., we can offer EXTRA ADVANTAGES for the DISPLAY OF PRODUCE. xyxy=(3,812,159,862)
advert-body: Clothes do not make the man, perhaps, But if he's poor in dress The world is bound to notice it, And somehow love him less. CAPITAL SUIT to Measure from Colonial Tweeds. Choice Range of Patterns and Heather Mixtures. xyxy=(171,659,312,687)
advert-body: TENDERS WANTED—For PLOUGHING, HARROWING, and DRILLING 90 ACRES LAND at Rennford Farm, Waitohi Flat. Tenders close on DECEMBER 9th with the Undersigned, from whom all Particulars can be obtained. xyxy=(167,493,316,522)
table-cell: Mr E. Cotter xyxy=(960,771,990,778)
table-cell: 48 xyxy=(1104,842,1110,849)
table-cell: Corporal Mason xyxy=(960,842,998,849)
article-body: Mr Cabbage, you are galled and wormed rolled up in one to me. How dare you, sir, address me as Mr Cori xyxy=(483,766,634,780)
table-row xyxy=(959,793,1111,800)
